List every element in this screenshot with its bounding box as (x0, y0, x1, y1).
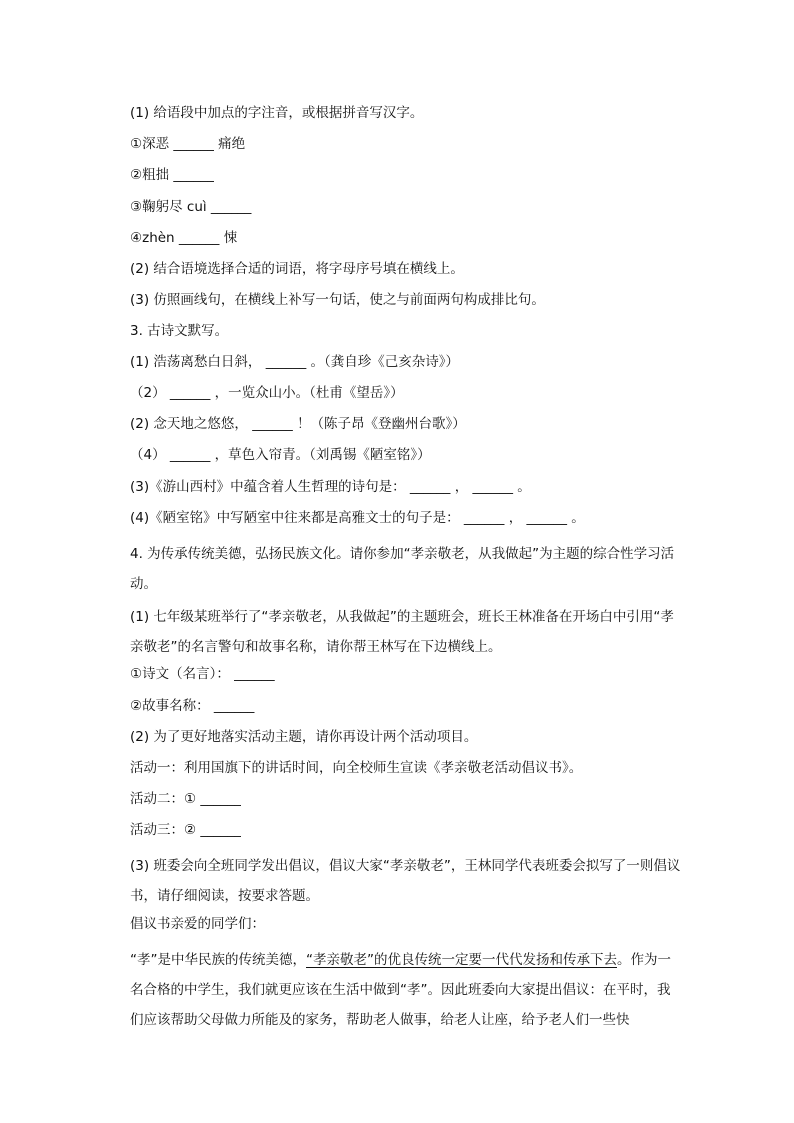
q3-line-5: (3)《游山西村》中蕴含着人生哲理的诗句是： ______ ， ______ 。 (130, 479, 531, 495)
activity-1: 活动一：利用国旗下的讲话时间，向全校师生宣读《孝亲敬老活动倡议书》。 (130, 760, 583, 776)
q3-line-6: (4)《陋室铭》中写陋室中往来都是高雅文士的句子是： ______ ， ______ 。 (130, 510, 585, 526)
letter-text-1: “孝”是中华民族的传统美德， (130, 952, 306, 968)
q2-3-prompt: (3) 仿照画线句，在横线上补写一句话，使之与前面两句构成排比句。 (130, 292, 545, 308)
q3-line-2: （2） ______ ，一览众山小。（杜甫《望岳》） (130, 385, 404, 401)
q3-line-4: （4） ______ ，草色入帘青。（刘禹锡《陋室铭》） (130, 447, 431, 463)
q2-1-item-3: ③鞠躬尽 cuì ______ (130, 199, 252, 215)
q4-1-item-1: ①诗文（名言）： ______ (130, 666, 275, 682)
q4-3-prompt: (3) 班委会向全班同学发出倡议，倡议大家“孝亲敬老”，王林同学代表班委会拟写了一则倡议书，请仔细阅读，按要求答题。 (130, 858, 681, 904)
q2-2-prompt: (2) 结合语境选择合适的词语，将字母序号填在横线上。 (130, 261, 464, 277)
q4-2-prompt: (2) 为了更好地落实活动主题，请你再设计两个活动项目。 (130, 729, 478, 745)
q4-intro: 4. 为传承传统美德，弘扬民族文化。请你参加“孝亲敬老，从我做起”为主题的综合性学习活动。 (130, 546, 675, 592)
q2-1-item-1: ①深恶 ______ 痛绝 (130, 136, 246, 152)
q3-line-1: (1) 浩荡离愁白日斜， ______ 。（龚自珍《己亥杂诗》） (130, 354, 459, 370)
q3-heading: 3. 古诗文默写。 (130, 323, 229, 339)
letter-heading: 倡议书亲爱的同学们： (130, 916, 265, 932)
letter-body (130, 945, 682, 1035)
q4-1-prompt: (1) 七年级某班举行了“孝亲敬老，从我做起”的主题班会，班长王林准备在开场白中引用“孝亲敬老”的名言警句和故事名称，请你帮王林写在下边横线上。 (130, 609, 674, 655)
activity-3: 活动三：② ______ (130, 822, 241, 838)
underlined-sentence: “孝亲敬老”的优良传统一定要一代代发扬和传承下去 (306, 952, 617, 968)
q2-1-item-4: ④zhèn ______ 悚 (130, 230, 238, 246)
letter-text-2: 。作为一名合格的中学生，我们就更应该在生活中做到“孝”。因此班委向大家提出倡议：在平时，我们应该帮助父母做力所能及的家务，帮助老人做事，给老人让座，给予老人们一些快 (130, 952, 671, 1028)
q2-1-prompt: (1) 给语段中加点的字注音，或根据拼音写汉字。 (130, 105, 424, 121)
q4-1-item-2: ②故事名称： ______ (130, 698, 255, 714)
activity-2: 活动二：① ______ (130, 791, 241, 807)
q2-1-item-2: ②粗拙 ______ (130, 167, 214, 183)
q3-line-3: (2) 念天地之悠悠， ______ ！（陈子昂《登幽州台歌》） (130, 416, 466, 432)
